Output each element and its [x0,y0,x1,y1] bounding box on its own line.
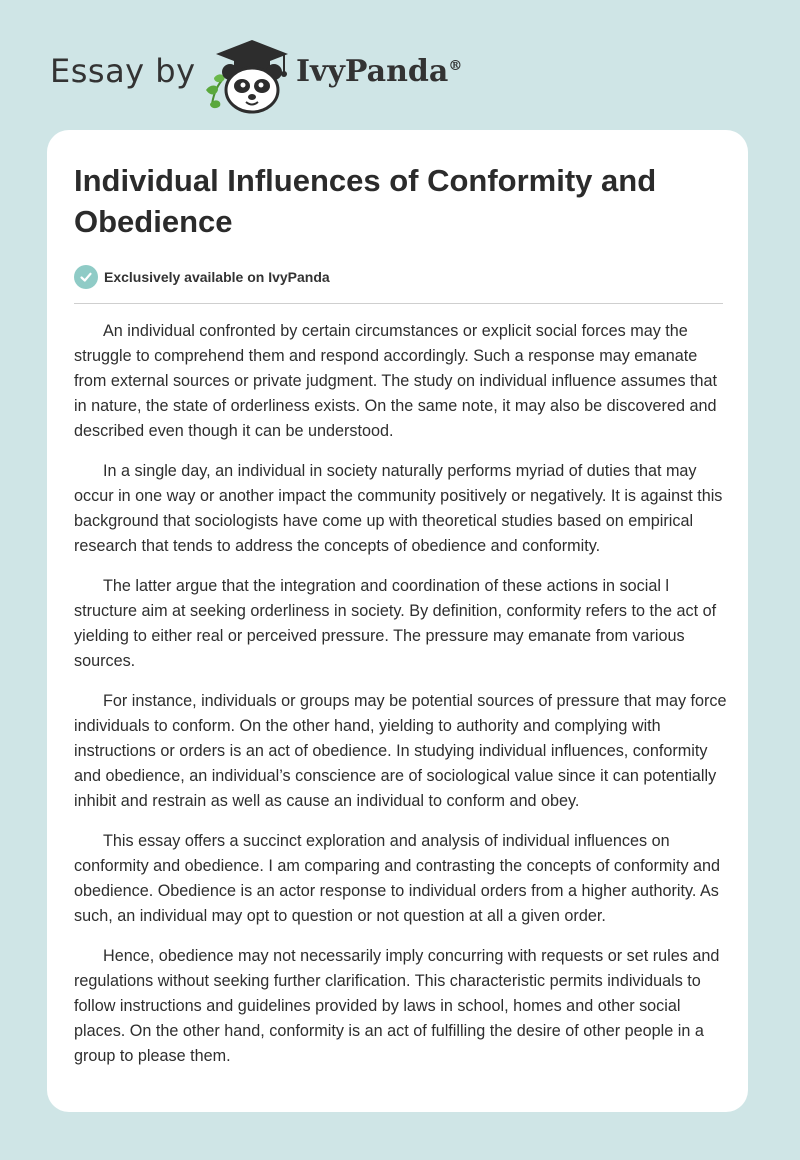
essay-title: Individual Influences of Conformity and Obedience [74,163,657,239]
essay-paragraph: In a single day, an individual in society naturally performs myriad of duties that may occur in one way or another impact the community positively or negatively. It is against this background that sociologists have come up with theoretical studies based on empirical research that tends to address the concepts of obedience and conformity. [74,462,723,555]
essay-by-label: Essay by [50,52,196,90]
exclusive-label: Exclusively available on IvyPanda [104,269,330,285]
essay-paragraph: An individual confronted by certain circumstances or explicit social forces may the struggle to comprehend them and respond accordingly. Such a response may emanate from external sources or private judgment. The study on individual influence assumes that in nature, the state of orderliness exists. On the same note, it may also be discovered and described even though it can be understood. [74,322,718,440]
divider [74,303,723,304]
ivypanda-logo-icon[interactable] [200,34,292,114]
site-header [50,34,510,114]
essay-body [74,319,728,1084]
essay-paragraph: The latter argue that the integration and coordination of these actions in social l structure aim at seeking orderliness in society. By definition, conformity refers to the act of yielding to either real or perceived pressure. The pressure may emanate from various sources. [74,577,717,670]
essay-paragraph: This essay offers a succinct exploration and analysis of individual influences on conformity and obedience. I am comparing and contrasting the concepts of conformity and obedience. Obedience is an actor response to individual orders from a higher authority. As such, an individual may opt to question or not question at all a given order. [74,832,721,925]
essay-card [47,130,748,1112]
essay-paragraph: For instance, individuals or groups may be potential sources of pressure that may force individuals to conform. On the other hand, yielding to authority and complying with instructions or orders is an act of obedience. In studying individual influences, conformity and obedience, an individual’s conscience are of sociological value since it can potentially inhibit and restrain as well as cause an individual to conform and obey. [74,692,727,810]
exclusive-notice [74,264,330,290]
ivypanda-wordmark[interactable]: IvyPanda® [296,54,463,89]
checkmark-icon [74,265,98,289]
essay-paragraph: Hence, obedience may not necessarily imply concurring with requests or set rules and regulations without seeking further clarification. This characteristic permits individuals to follow instructions and guidelines provided by laws in school, homes and other social places. On the other hand, conformity is an act of fulfilling the desire of other people in a group to please them. [74,947,720,1065]
